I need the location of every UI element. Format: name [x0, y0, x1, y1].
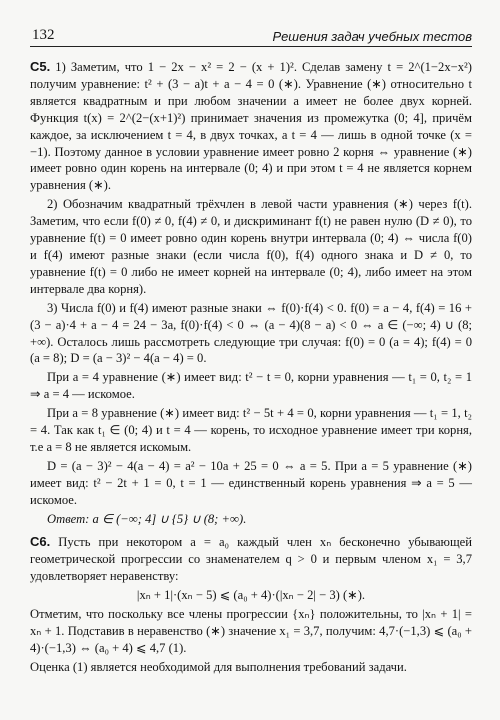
c5-text-1: 1) Заметим, что 1 − 2x − x² = 2 − (x + 1)². Сделав замену t = 2^(1−2x−x²) получим уравнение: t² + (3 − a)t + a − 4 = 0 (∗). Уравнение (∗) относительно t является квадратным и при любом значении a имеет не более двух корней. Функция t(x) = 2^(2−(x+1)²) принимает значения из промежутка (0; 4], причём каждое, за исключением t = 4, в двух точках, а t = 4 — лишь в одной точке (x = −1). Поэтому данное в условии уравнение имеет ровно 2 корня ⇔ уравнение (∗) имеет ровно один корень на интервале (0; 4) и при этом t = 4 не является корнем уравнения (∗). — [30, 60, 472, 193]
problem-label-c6: С6. — [30, 534, 51, 550]
c5-paragraph-5: При a = 8 уравнение (∗) имеет вид: t² − 5t + 4 = 0, корни уравнения — t₁ = 1, t₂ = 4. Так как t₁ ∈ (0; 4) и t = 4 — корень, то исходное уравнение имеет три корня, т.е a = 8 не является искомым. — [30, 406, 472, 454]
c5-paragraph-1 — [30, 59, 472, 194]
problem-label-c5: С5. — [30, 59, 51, 74]
c5-paragraph-2: 2) Обозначим квадратный трёхчлен в левой части уравнения (∗) через f(t). Заметим, что если f(0) ≠ 0, f(4) ≠ 0, и дискриминант f(t) не равен нулю (D ≠ 0), то уравнение f(t) = 0 имеет ровно один корень внутри интервала (0; 4) ⇔ числа f(0) и f(4) имеют разные знаки (если числа f(0), f(4) одного знака и D ≠ 0, то уравнение f(t) = 0 либо не имеет корней на интервале (0; 4), либо имеет на этом интервале два корня). — [30, 197, 472, 296]
c6-paragraph-1 — [30, 534, 472, 585]
page-number: 132 — [32, 27, 55, 43]
running-title: Решения задач учебных тестов — [272, 29, 472, 44]
c5-paragraph-6: D = (a − 3)² − 4(a − 4) = a² − 10a + 25 = 0 ⇔ a = 5. При a = 5 уравнение (∗) имеет вид: t² − 2t + 1 = 0, t = 1 — единственный корень уравнения ⇒ a = 5 — искомое. — [30, 458, 472, 507]
c5-paragraph-3: 3) Числа f(0) и f(4) имеют разные знаки ⇔ f(0)·f(4) < 0. f(0) = a − 4, f(4) = 16 + (3 − a)·4 + a − 4 = 24 − 3a, f(0)·f(4) < 0 ⇔ (a − 4)(8 − a) < 0 ⇔ a ∈ (−∞; 4) ∪ (8; +∞). Осталось лишь рассмотреть следующие три случая: f(0) = 0 (a = 4); f(4) = 0 (a = 8); D = (a − 3)² − 4(a − 4) = 0. — [30, 300, 472, 366]
running-header — [30, 26, 472, 47]
c6-inequality: |xₙ + 1|·(xₙ − 5) ⩽ (a₀ + 4)·(|xₙ − 2| − 3) (∗). — [136, 588, 366, 603]
c6-text-1: Пусть при некотором a = a₀ каждый член xₙ бесконечно убывающей геометрической прогрессии со знаменателем q > 0 и первым членом x₁ = 3,7 удовлетворяет неравенству: — [30, 535, 472, 584]
c6-paragraph-3: Оценка (1) является необходимой для выполнения требований задачи. — [30, 659, 407, 674]
c5-paragraph-4: При a = 4 уравнение (∗) имеет вид: t² − t = 0, корни уравнения — t₁ = 0, t₂ = 1 ⇒ a = 4 — искомое. — [30, 370, 472, 402]
c5-answer: Ответ: a ∈ (−∞; 4] ∪ {5} ∪ (8; +∞). — [47, 511, 247, 526]
page-content — [30, 59, 472, 676]
c6-paragraph-2: Отметим, что поскольку все члены прогрессии {xₙ} положительны, то |xₙ + 1| = xₙ + 1. Подставив в неравенство (∗) значение x₁ = 3,7, получим: 4,7·(−1,3) ⩽ (a₀ + 4)·(−1,3) ⇔ (a₀ + 4) ⩽ 4,7 (1). — [30, 607, 472, 655]
